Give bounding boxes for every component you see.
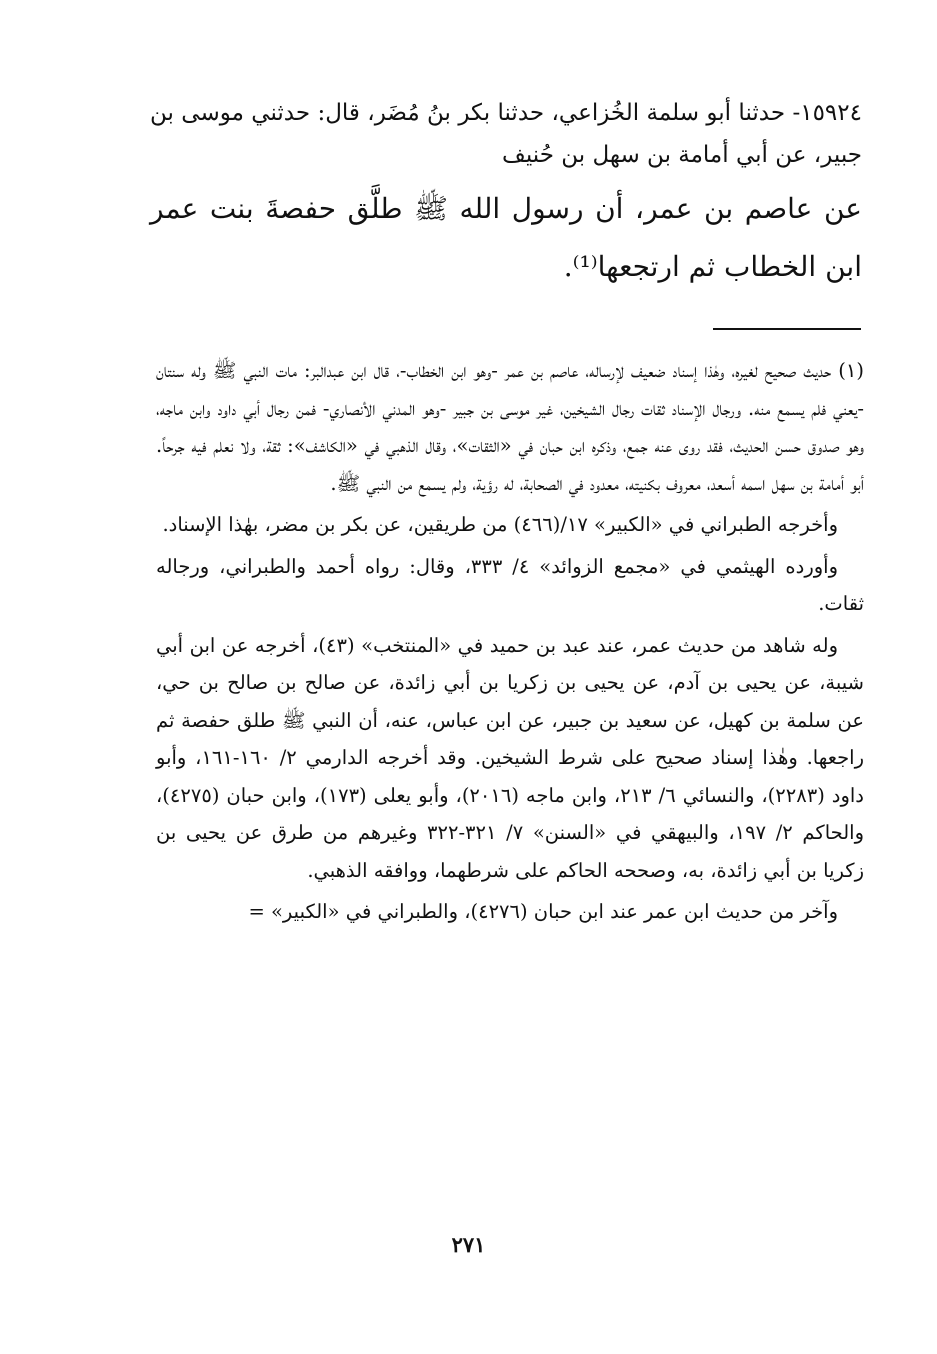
footnote-paragraph: وآخر من حديث ابن عمر عند ابن حبان (٤٢٧٦)، والطبراني في «الكبير» = — [248, 900, 838, 923]
page-number: ٢٧١ — [451, 1232, 486, 1257]
hadith-block — [150, 92, 862, 296]
footnote-divider — [713, 328, 861, 330]
hadith-matn: عن عاصم بن عمر، أن رسول الله ﷺ طلَّق حفصةَ بنت عمر ابن الخطاب ثم ارتجعها⁽¹⁾. — [150, 192, 862, 283]
footnotes — [156, 352, 864, 935]
footnote-paragraph: وأخرجه الطبراني في «الكبير» ١٧/(٤٦٦) من طريقين، عن بكر بن مضر، بهٰذا الإسناد. — [162, 513, 838, 536]
footnote-paragraph: (١) حديث صحيح لغيره، وهٰذا إسناد ضعيف لإرساله، عاصم بن عمر -وهو ابن الخطاب-، قال ابن عبدالبر: مات النبي ﷺ وله سنتان -يعني فلم يسمع منه. ورجال الإسناد ثقات رجال الشيخين، غير موسى بن جبير -وهو المدني الأنصاري- فمن رجال أبي داود وابن ماجه، وهو صدوق حسن الحديث، فقد روى عنه جمع، وذكره ابن حبان في «الثقات»، وقال الذهبي في «الكاشف»: ثقة، ولا نعلم فيه جرحاً. أبو أمامة بن سهل اسمه أسعد، معروف بكنيته، معدود في الصحابة، له رؤية، ولم يسمع من النبي ﷺ. — [156, 359, 864, 495]
footnote-paragraph: وأورده الهيثمي في «مجمع الزوائد» ٤/ ٣٣٣، وقال: رواه أحمد والطبراني، ورجاله ثقات. — [156, 554, 864, 615]
footnote-paragraph: وله شاهد من حديث عمر، عند عبد بن حميد في «المنتخب» (٤٣)، أخرجه عن ابن أبي شيبة، عن يحيى بن آدم، عن يحيى بن زكريا بن أبي زائدة، عن صالح بن صالح بن حي، عن سلمة بن كهيل، عن سعيد بن جبير، عن ابن عباس، عنه، أن النبي ﷺ طلق حفصة ثم راجعها. وهٰذا إسناد صحيح على شرط الشيخين. وقد أخرجه الدارمي ٢/ ١٦٠-١٦١، وأبو داود (٢٢٨٣)، والنسائي ٦/ ٢١٣، وابن ماجه (٢٠١٦)، وأبو يعلى (١٧٣)، وابن حبان (٤٢٧٥)، والحاكم ٢/ ١٩٧، والبيهقي في «السنن» ٧/ ٣٢١-٣٢٢ وغيرهم من طرق عن يحيى بن زكريا بن أبي زائدة، به، وصححه الحاكم على شرطهما، ووافقه الذهبي. — [156, 633, 865, 882]
hadith-isnad: ١٥٩٢٤- حدثنا أبو سلمة الخُزاعي، حدثنا بكر بنُ مُضَر، قال: حدثني موسى بن جبير، عن أبي أمامة بن سهل بن حُنيف — [150, 100, 862, 168]
